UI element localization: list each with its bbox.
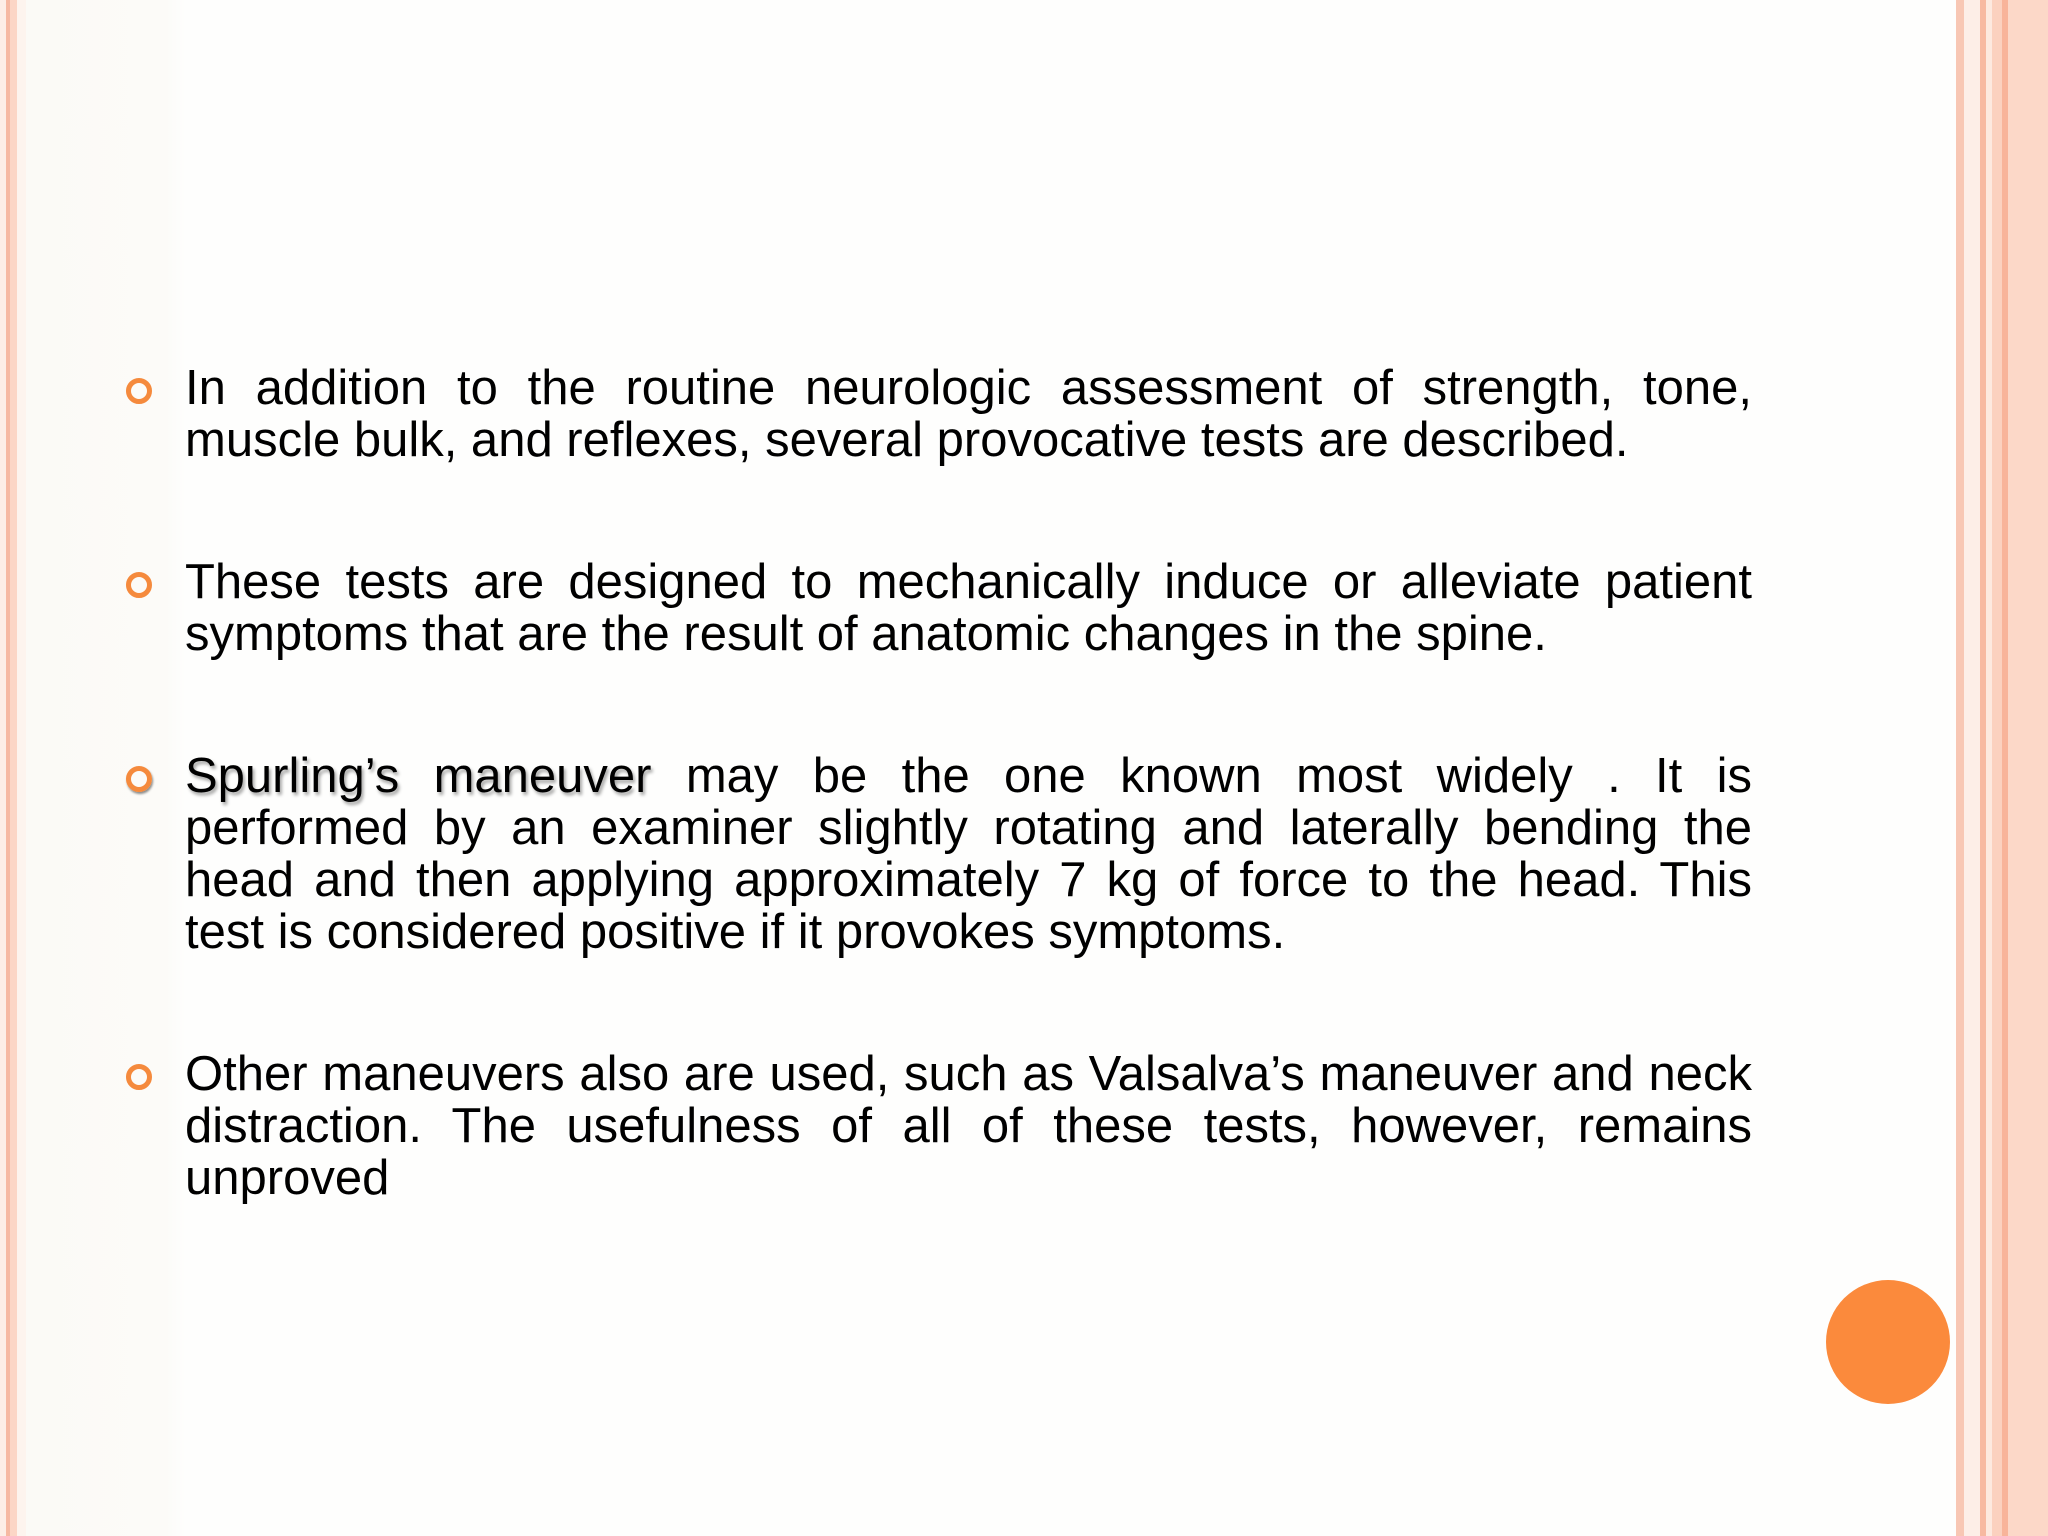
bullet-text: Other maneuvers also are used, such as Valsalva’s maneuver and neck distraction. The usefulness of all of these tests, however, remains unproved (185, 1047, 1752, 1205)
bullet-lead-emphasis: Spurling’s maneuver (185, 749, 652, 803)
hollow-circle-bullet-icon (126, 378, 152, 404)
orange-circle-icon (1826, 1280, 1950, 1404)
bullet-item-4 (126, 1048, 1752, 1204)
bullet-item-2 (126, 556, 1752, 660)
bullet-list (126, 362, 1752, 1204)
hollow-circle-bullet-icon (126, 1064, 152, 1090)
bullet-text: These tests are designed to mechanically induce or alleviate patient symptoms that are the result of anatomic changes in the spine. (185, 555, 1752, 661)
bullet-text: may be the one known most widely . It is performed by an examiner slightly rotating and laterally bending the head and then applying approximately 7 kg of force to the head. This test is considered positive if it provokes symptoms. (185, 749, 1752, 959)
hollow-circle-bullet-icon (126, 572, 152, 598)
bullet-item-3 (126, 750, 1752, 958)
bullet-text: In addition to the routine neurologic assessment of strength, tone, muscle bulk, and reflexes, several provocative tests are described. (185, 361, 1752, 467)
left-border-decoration (0, 0, 26, 1536)
right-border-decoration (1956, 0, 2048, 1536)
hollow-circle-bullet-icon (126, 766, 152, 792)
bullet-item-1 (126, 362, 1752, 466)
